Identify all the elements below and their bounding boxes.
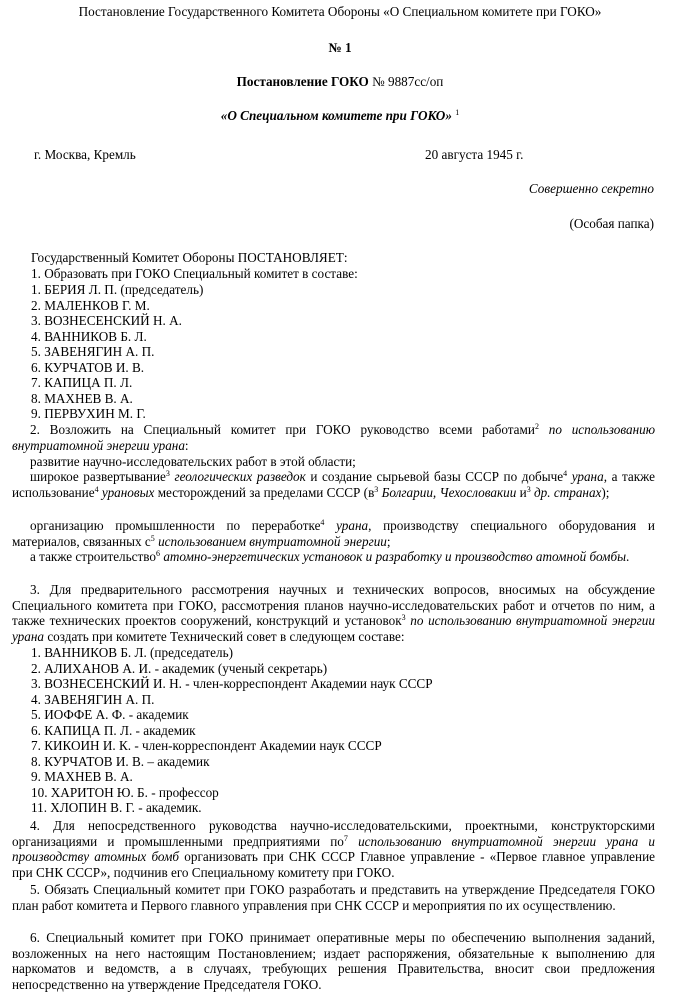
p2-text: 2. Возложить на Специальный комитет при ГОКО руководство всеми работами <box>30 422 535 437</box>
list-item: 5. ИОФФЕ А. Ф. - академик <box>31 707 189 722</box>
footnote-mark: 7 <box>343 833 348 843</box>
list-item: 3. ВОЗНЕСЕНСКИЙ Н. А. <box>31 313 182 328</box>
text: широкое развертывание <box>30 469 166 484</box>
emphasis: урановых <box>98 484 155 500</box>
text: организовать при СНК СССР Главное управление - «Первое главное управление при СНК СССР», подчинив его Специальному комитету при ГОКО. <box>12 849 655 880</box>
list-item: 8. КУРЧАТОВ И. В. – академик <box>31 754 210 769</box>
text: ); <box>601 484 610 500</box>
list-item: 4. ВАННИКОВ Б. Л. <box>31 329 147 344</box>
list-item: 9. ПЕРВУХИН М. Г. <box>31 406 146 421</box>
decree-subject <box>0 108 680 124</box>
emphasis: геологических разведок <box>169 469 306 484</box>
footnote-mark: 3 <box>165 469 170 478</box>
decree-title <box>0 74 680 90</box>
intro-line: Государственный Комитет Обороны ПОСТАНОВЛЯЕТ: <box>31 250 348 265</box>
footnote-mark: 3 <box>374 484 379 494</box>
list-item: 3. ВОЗНЕСЕНСКИЙ И. Н. - член-корреспондент Академии наук СССР <box>31 676 433 691</box>
p2-geology <box>12 469 655 500</box>
paragraph-3 <box>12 582 655 644</box>
list-item: 11. ХЛОПИН В. Г. - академик. <box>31 800 202 815</box>
list-item: 10. ХАРИТОН Ю. Б. - профессор <box>31 785 219 800</box>
p2-emphasis: по использованию внутриатомной энергии урана <box>12 422 655 453</box>
document-number: № 1 <box>328 40 352 55</box>
footnote-mark: 3 <box>401 613 406 623</box>
emphasis: урана <box>324 518 369 533</box>
paragraph-4 <box>12 818 655 880</box>
text: ; <box>386 533 391 549</box>
decree-title-number: № 9887сс/оп <box>368 74 444 89</box>
date: 20 августа 1945 г. <box>425 147 524 162</box>
emphasis: Болгарии, Чехословакии <box>378 484 517 500</box>
list-item: 5. ЗАВЕНЯГИН А. П. <box>31 344 155 359</box>
list-item: 6. КАПИЦА П. Л. - академик <box>31 723 196 738</box>
footnote-mark: 4 <box>563 469 568 478</box>
list-item: 9. МАХНЕВ В. А. <box>31 769 133 784</box>
text: , производству специального оборудования и материалов, связанных с <box>12 518 655 549</box>
footnote-mark: 6 <box>156 549 161 558</box>
p2-end: : <box>184 437 189 453</box>
footnote-mark: 4 <box>320 518 325 527</box>
footnote-mark: 3 <box>526 484 531 494</box>
footnote-mark: 1 <box>455 108 460 117</box>
footnote-mark: 5 <box>150 533 155 543</box>
list-item: 8. МАХНЕВ В. А. <box>31 391 133 406</box>
emphasis: по использованию внутриатомной энергии урана <box>12 613 655 644</box>
text: 3. Для предварительного рассмотрения научных и технических вопросов, вносимых на обсуждение Специального комитета при ГОКО, рассмотрения планов научно-исследовательских работ и отчетов по ним, а также технических проектов сооружений, конструкций и установок <box>12 582 655 629</box>
document-header: Постановление Государственного Комитета Обороны «О Специальном комитете при ГОКО» <box>78 4 602 19</box>
paragraph-6: 6. Специальный комитет при ГОКО принимает оперативные меры по обеспечению выполнения заданий, возложенных на него настоящим Постановлением; издает распоряжения, обязательные к выполнению для наркоматов и ведомств, а в случаях, требующих решения Правительства, вносит свои предложения непосредственно на утверждение Председателя ГОКО. <box>12 930 655 992</box>
emphasis: др. странах <box>530 484 602 500</box>
text: , а также использование <box>12 469 655 500</box>
p2-industry <box>12 518 655 549</box>
place: г. Москва, Кремль <box>34 147 136 162</box>
p2-construction <box>12 549 655 565</box>
list-item: 7. КАПИЦА П. Л. <box>31 375 133 390</box>
list-item: 2. МАЛЕНКОВ Г. М. <box>31 298 150 313</box>
list-item: 4. ЗАВЕНЯГИН А. П. <box>31 692 155 707</box>
footnote-mark: 4 <box>94 484 99 494</box>
list-item: 6. КУРЧАТОВ И. В. <box>31 360 145 375</box>
emphasis: атомно-энергетических установок и разработку и производство атомной бомбы <box>160 549 627 564</box>
decree-title-bold: Постановление ГОКО <box>236 74 369 89</box>
paragraph-5: 5. Обязать Специальный комитет при ГОКО разработать и представить на утверждение Председателя ГОКО план работ комитета и Первого главного управления при СНК СССР и мероприятия по их осуществлению. <box>12 882 655 913</box>
emphasis: урана <box>567 469 604 484</box>
list-item: 1. ВАННИКОВ Б. Л. (председатель) <box>31 645 233 660</box>
emphasis: использованию внутриатомной энергии урана и производству атомных бомб <box>12 833 656 865</box>
secrecy-stamp: Совершенно секретно <box>528 181 654 196</box>
text: . <box>626 549 630 564</box>
text: месторождений за пределами СССР (в <box>154 484 375 500</box>
text: организацию промышленности по переработке <box>30 518 321 533</box>
list-item: 2. АЛИХАНОВ А. И. - академик (ученый секретарь) <box>31 661 328 676</box>
paragraph-2 <box>12 422 655 453</box>
footnote-mark: 2 <box>534 422 539 431</box>
emphasis: использованием внутриатомной энергии <box>154 533 387 549</box>
paragraph-1: 1. Образовать при ГОКО Специальный комитет в составе: <box>31 266 358 281</box>
list-item: 1. БЕРИЯ Л. П. (председатель) <box>31 282 204 297</box>
special-folder: (Особая папка) <box>569 216 654 231</box>
list-item: 7. КИКОИН И. К. - член-корреспондент Академии наук СССР <box>31 738 382 753</box>
decree-subject-text: «О Специальном комитете при ГОКО» <box>220 108 452 123</box>
text: и <box>516 484 527 500</box>
text: а также строительство <box>30 549 157 564</box>
text: и создание сырьевой базы СССР по добыче <box>305 469 564 484</box>
text: создать при комитете Технический совет в следующем составе: <box>44 628 405 644</box>
p2-research: развитие научно-исследовательских работ в этой области; <box>30 454 356 469</box>
text: 4. Для непосредственного руководства научно-исследовательскими, проектными, конструкторскими организациями и промышленными предприятиями по <box>12 818 655 849</box>
